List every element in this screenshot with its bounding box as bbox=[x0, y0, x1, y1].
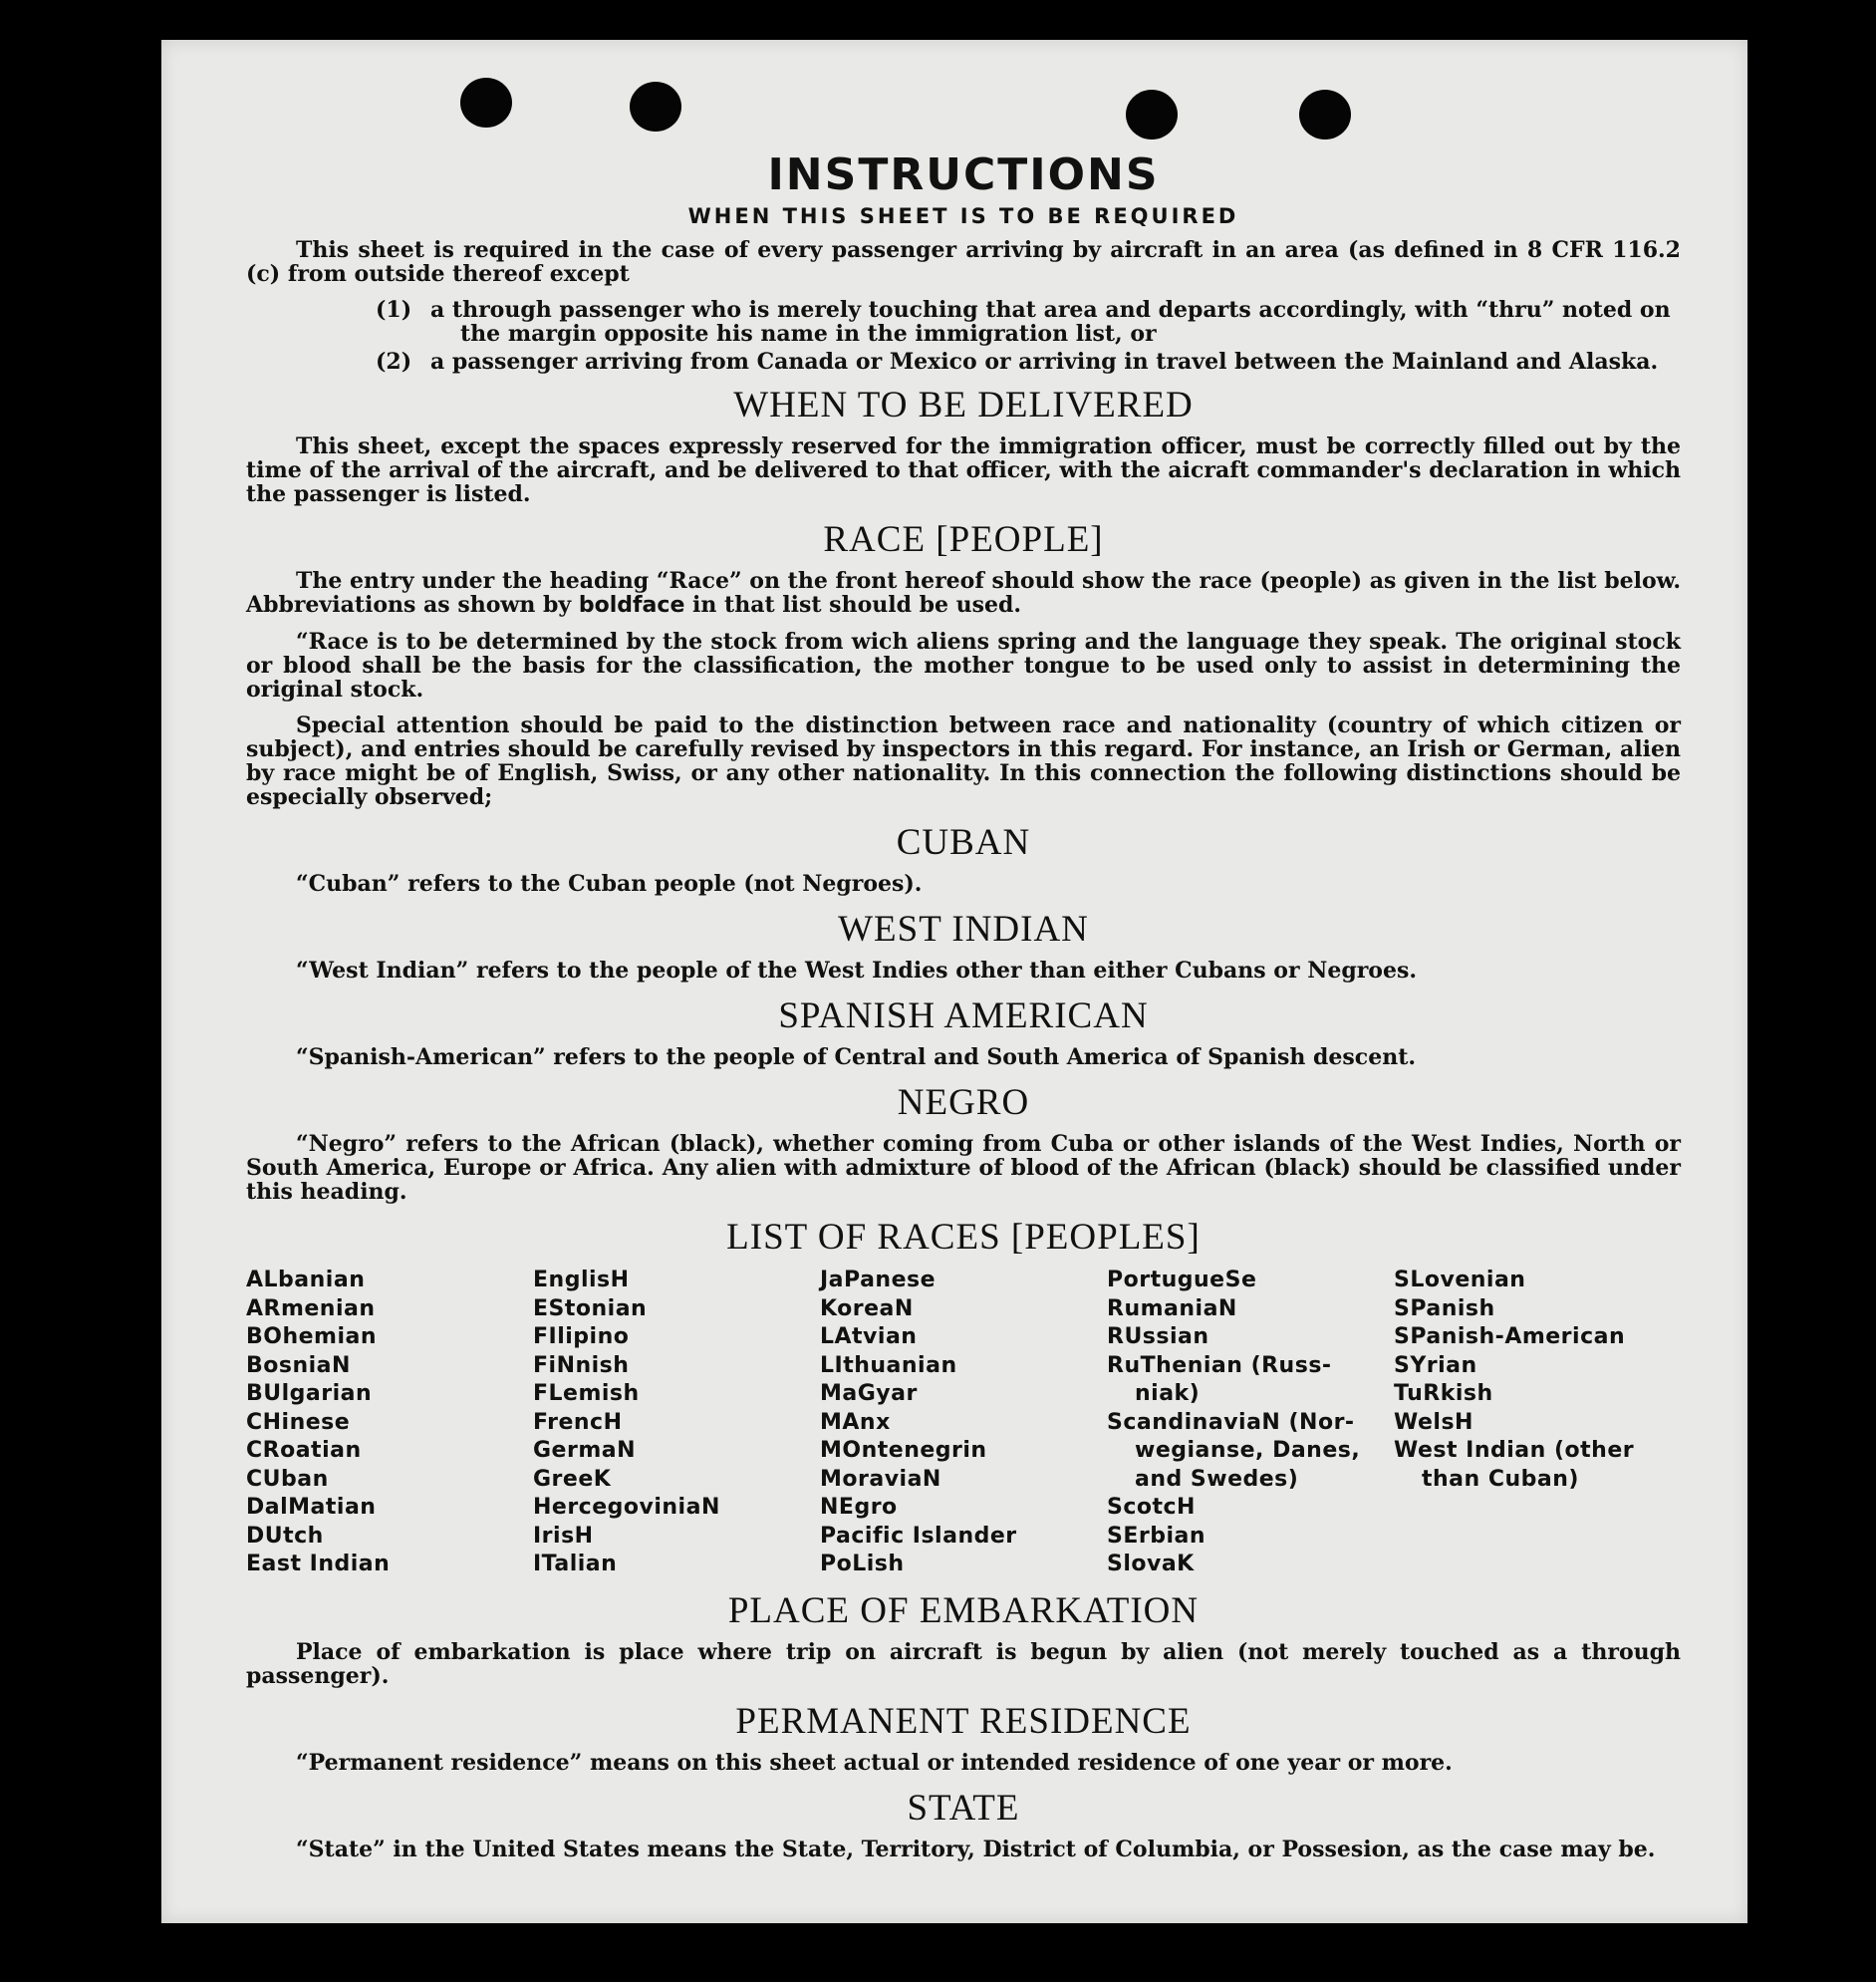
race-column bbox=[820, 1267, 1107, 1579]
race-entry: WelsH bbox=[1394, 1409, 1474, 1435]
section-heading-state: STATE bbox=[907, 1787, 1020, 1829]
section-heading-spanish-american: SPANISH AMERICAN bbox=[778, 995, 1149, 1036]
negro-paragraph: “Negro” refers to the African (black), whether coming from Cuba or other islands of the West Indies, North or South America, Europe or Africa. Any alien with admixture of blood of the African (black) should be classified under this heading. bbox=[246, 1131, 1681, 1205]
section-heading-embarkation: PLACE OF EMBARKATION bbox=[727, 1589, 1200, 1631]
race-entry: CHinese bbox=[246, 1409, 351, 1435]
race-entry: FrencH bbox=[533, 1409, 623, 1435]
punch-hole bbox=[630, 82, 681, 132]
race-entry: LIthuanian bbox=[820, 1352, 957, 1378]
race-entry: PortugueSe bbox=[1107, 1268, 1257, 1292]
section-heading-race-list: LIST OF RACES [PEOPLES] bbox=[726, 1217, 1201, 1258]
race-list bbox=[246, 1267, 1681, 1579]
race-entry-continued: niak) bbox=[1135, 1381, 1201, 1406]
race-entry: ITalian bbox=[533, 1552, 618, 1576]
race-entry: Pacific Islander bbox=[820, 1523, 1017, 1549]
exception-item bbox=[246, 350, 1681, 374]
race-entry: RuThenian (Russ- bbox=[1107, 1352, 1332, 1378]
race-entry-continued: and Swedes) bbox=[1135, 1466, 1299, 1492]
race-entry: CRoatian bbox=[246, 1438, 362, 1463]
race-column bbox=[1107, 1267, 1394, 1579]
race-entry: FiNnish bbox=[533, 1352, 630, 1378]
race-entry: DUtch bbox=[246, 1523, 324, 1549]
race-entry: EnglisH bbox=[533, 1268, 630, 1292]
race-entry: BosniaN bbox=[246, 1352, 351, 1378]
embarkation-paragraph: Place of embarkation is place where trip on aircraft is begun by alien (not merely touched as a through passenger). bbox=[246, 1638, 1681, 1689]
race-p1-text: The entry under the heading “Race” on the front hereof should show the race (people) as given in the list below. Abbreviations as shown by bbox=[246, 568, 1681, 618]
race-entry: RUssian bbox=[1107, 1324, 1209, 1349]
state-paragraph: “State” in the United States means the State, Territory, District of Columbia, or Possesion, as the case may be. bbox=[296, 1836, 1656, 1862]
race-entry: GreeK bbox=[533, 1466, 612, 1492]
race-entry: RumaniaN bbox=[1107, 1295, 1237, 1321]
race-entry: BUlgarian bbox=[246, 1381, 373, 1406]
race-entry: NEgro bbox=[820, 1495, 898, 1520]
race-column bbox=[533, 1267, 820, 1579]
section-heading-residence: PERMANENT RESIDENCE bbox=[735, 1700, 1192, 1742]
exception-number: (2) bbox=[376, 349, 412, 375]
race-entry: SLovenian bbox=[1394, 1268, 1526, 1292]
race-entry: PoLish bbox=[820, 1552, 905, 1576]
race-entry: TuRkish bbox=[1394, 1381, 1493, 1406]
race-entry-continued: than Cuban) bbox=[1422, 1466, 1579, 1492]
exception-number: (1) bbox=[376, 297, 412, 323]
section-heading-cuban: CUBAN bbox=[896, 822, 1031, 863]
exception-item bbox=[246, 298, 1681, 346]
exception-text: a passenger arriving from Canada or Mexico or arriving in travel between the Mainland and Alaska. bbox=[430, 349, 1659, 375]
section-heading-negro: NEGRO bbox=[897, 1082, 1030, 1123]
race-entry: BOhemian bbox=[246, 1324, 378, 1349]
race-entry: SPanish bbox=[1394, 1295, 1495, 1321]
race-entry: MoraviaN bbox=[820, 1466, 941, 1492]
race-entry: MAnx bbox=[820, 1409, 891, 1435]
race-entry: HercegoviniaN bbox=[533, 1495, 720, 1520]
race-entry: SlovaK bbox=[1107, 1552, 1195, 1576]
document-page bbox=[161, 40, 1747, 1923]
race-entry: DalMatian bbox=[246, 1495, 377, 1520]
race-entry: FIlipino bbox=[533, 1324, 630, 1349]
race-entry: CUban bbox=[246, 1466, 329, 1492]
race-column bbox=[246, 1267, 533, 1579]
section-heading-west-indian: WEST INDIAN bbox=[838, 909, 1089, 950]
residence-paragraph: “Permanent residence” means on this sheet actual or intended residence of one year or more. bbox=[296, 1749, 1453, 1776]
race-entry: ARmenian bbox=[246, 1295, 376, 1321]
race-entry: KoreaN bbox=[820, 1295, 914, 1321]
race-entry: MOntenegrin bbox=[820, 1438, 987, 1463]
race-paragraph-1 bbox=[246, 569, 1681, 618]
race-entry: EStonian bbox=[533, 1295, 648, 1321]
section-heading-delivered: WHEN TO BE DELIVERED bbox=[733, 385, 1194, 425]
punch-hole bbox=[1126, 90, 1178, 140]
west-indian-paragraph: “West Indian” refers to the people of the West Indies other than either Cubans or Negroes. bbox=[296, 958, 1418, 984]
race-entry: SPanish-American bbox=[1394, 1324, 1626, 1349]
race-entry: FLemish bbox=[533, 1381, 640, 1406]
race-entry: LAtvian bbox=[820, 1324, 918, 1349]
race-entry: GermaN bbox=[533, 1438, 637, 1463]
delivered-paragraph: This sheet, except the spaces expressly reserved for the immigration officer, must be correctly filled out by the time of the arrival of the aircraft, and be delivered to that officer, with the aicraft commander's declaration in which the passenger is listed. bbox=[246, 433, 1681, 507]
instructions-content bbox=[246, 149, 1681, 1873]
race-entry-continued: wegianse, Danes, bbox=[1135, 1438, 1361, 1463]
punch-hole bbox=[460, 78, 512, 128]
race-paragraph-2: “Race is to be determined by the stock from wich aliens spring and the language they speak. The original stock or blood shall be the basis for the classification, the mother tongue to be used only to assist in determining the original stock. bbox=[246, 629, 1681, 703]
race-entry: East Indian bbox=[246, 1552, 391, 1576]
page-subtitle: WHEN THIS SHEET IS TO BE REQUIRED bbox=[687, 204, 1239, 228]
race-entry: SYrian bbox=[1394, 1352, 1477, 1378]
race-entry: IrisH bbox=[533, 1523, 594, 1549]
boldface-word: boldface bbox=[578, 593, 685, 618]
race-entry: West Indian (other bbox=[1394, 1438, 1635, 1463]
cuban-paragraph: “Cuban” refers to the Cuban people (not Negroes). bbox=[296, 871, 923, 897]
spanish-american-paragraph: “Spanish-American” refers to the people of Central and South America of Spanish descent. bbox=[296, 1044, 1417, 1070]
race-entry: ScotcH bbox=[1107, 1495, 1196, 1520]
race-entry: SErbian bbox=[1107, 1523, 1206, 1549]
intro-paragraph: This sheet is required in the case of every passenger arriving by aircraft in an area (as defined in 8 CFR 116.2 (c) from outside thereof except bbox=[246, 237, 1681, 287]
race-entry: JaPanese bbox=[820, 1268, 937, 1292]
section-heading-race: RACE [PEOPLE] bbox=[823, 519, 1104, 560]
exception-text: a through passenger who is merely touching that area and departs accordingly, with “thru” noted on the margin opposite his name in the immigration list, or bbox=[430, 297, 1671, 347]
race-p1-text-end: in that list should be used. bbox=[684, 592, 1022, 618]
race-entry: ALbanian bbox=[246, 1268, 366, 1292]
race-column bbox=[1394, 1267, 1681, 1579]
punch-hole bbox=[1299, 90, 1351, 140]
race-paragraph-3: Special attention should be paid to the distinction between race and nationality (country of which citizen or subject), and entries should be carefully revised by inspectors in this regard. For instance, an Irish or German, alien by race might be of English, Swiss, or any other nationality. In this connection the following distinctions should be especially observed; bbox=[246, 712, 1681, 810]
page-title: INSTRUCTIONS bbox=[767, 149, 1160, 200]
race-entry: ScandinaviaN (Nor- bbox=[1107, 1409, 1355, 1435]
race-entry: MaGyar bbox=[820, 1381, 918, 1406]
